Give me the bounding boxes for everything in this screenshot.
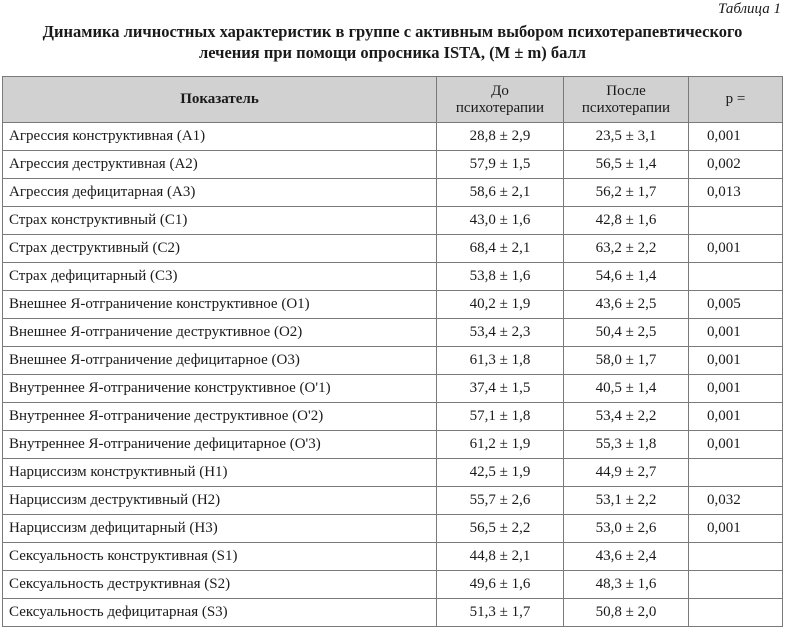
p-value-cell	[689, 571, 783, 599]
indicator-cell: Внешнее Я-отграничение дефицитарное (О3)	[3, 347, 437, 375]
results-table	[2, 76, 783, 627]
p-value-cell	[689, 543, 783, 571]
table-row	[3, 291, 783, 319]
after-value-cell: 48,3 ± 1,6	[564, 571, 689, 599]
after-value-cell: 42,8 ± 1,6	[564, 207, 689, 235]
table-row	[3, 543, 783, 571]
table-row	[3, 431, 783, 459]
table-row	[3, 123, 783, 151]
table-row	[3, 319, 783, 347]
p-value-cell: 0,001	[689, 235, 783, 263]
p-value-cell	[689, 263, 783, 291]
indicator-cell: Внешнее Я-отграничение конструктивное (О1)	[3, 291, 437, 319]
header-before-line-2: психотерапии	[455, 99, 545, 116]
before-value-cell: 57,9 ± 1,5	[437, 151, 564, 179]
table-row	[3, 403, 783, 431]
indicator-cell: Страх конструктивный (С1)	[3, 207, 437, 235]
p-value-cell: 0,002	[689, 151, 783, 179]
indicator-cell: Страх деструктивный (С2)	[3, 235, 437, 263]
before-value-cell: 57,1 ± 1,8	[437, 403, 564, 431]
after-value-cell: 43,6 ± 2,4	[564, 543, 689, 571]
before-value-cell: 43,0 ± 1,6	[437, 207, 564, 235]
header-after	[564, 77, 689, 123]
indicator-cell: Нарциссизм конструктивный (Н1)	[3, 459, 437, 487]
after-value-cell: 40,5 ± 1,4	[564, 375, 689, 403]
after-value-cell: 63,2 ± 2,2	[564, 235, 689, 263]
after-value-cell: 53,4 ± 2,2	[564, 403, 689, 431]
before-value-cell: 61,3 ± 1,8	[437, 347, 564, 375]
after-value-cell: 50,4 ± 2,5	[564, 319, 689, 347]
after-value-cell: 54,6 ± 1,4	[564, 263, 689, 291]
caption-line-1: Динамика личностных характеристик в группе с активным выбором психотерапевтического	[42, 22, 743, 41]
p-value-cell	[689, 459, 783, 487]
before-value-cell: 56,5 ± 2,2	[437, 515, 564, 543]
p-value-cell: 0,001	[689, 347, 783, 375]
header-row	[3, 77, 783, 123]
p-value-cell: 0,001	[689, 123, 783, 151]
p-value-cell: 0,001	[689, 319, 783, 347]
indicator-cell: Нарциссизм деструктивный (Н2)	[3, 487, 437, 515]
table-row	[3, 571, 783, 599]
indicator-cell: Сексуальность деструктивная (S2)	[3, 571, 437, 599]
table-row	[3, 515, 783, 543]
indicator-cell: Сексуальность дефицитарная (S3)	[3, 599, 437, 627]
table-row	[3, 263, 783, 291]
p-value-cell: 0,001	[689, 515, 783, 543]
after-value-cell: 55,3 ± 1,8	[564, 431, 689, 459]
header-after-line-1: После	[606, 82, 646, 99]
indicator-cell: Внутреннее Я-отграничение дефицитарное (О'3)	[3, 431, 437, 459]
p-value-cell	[689, 599, 783, 627]
table-row	[3, 207, 783, 235]
header-indicator: Показатель	[3, 77, 437, 123]
before-value-cell: 37,4 ± 1,5	[437, 375, 564, 403]
before-value-cell: 61,2 ± 1,9	[437, 431, 564, 459]
after-value-cell: 53,0 ± 2,6	[564, 515, 689, 543]
after-value-cell: 56,2 ± 1,7	[564, 179, 689, 207]
before-value-cell: 55,7 ± 2,6	[437, 487, 564, 515]
table-row	[3, 347, 783, 375]
before-value-cell: 53,8 ± 1,6	[437, 263, 564, 291]
indicator-cell: Агрессия конструктивная (А1)	[3, 123, 437, 151]
indicator-cell: Нарциссизм дефицитарный (Н3)	[3, 515, 437, 543]
before-value-cell: 49,6 ± 1,6	[437, 571, 564, 599]
p-value-cell: 0,013	[689, 179, 783, 207]
table-row	[3, 179, 783, 207]
p-value-cell: 0,005	[689, 291, 783, 319]
indicator-cell: Сексуальность конструктивная (S1)	[3, 543, 437, 571]
p-value-cell: 0,001	[689, 375, 783, 403]
indicator-cell: Внешнее Я-отграничение деструктивное (О2)	[3, 319, 437, 347]
table-caption	[0, 21, 785, 63]
caption-line-2: лечения при помощи опросника ISTA, (M ± m) балл	[198, 43, 587, 62]
table-body	[3, 123, 783, 627]
header-after-line-2: психотерапии	[581, 99, 671, 116]
before-value-cell: 28,8 ± 2,9	[437, 123, 564, 151]
header-before-line-1: До	[491, 82, 509, 99]
indicator-cell: Страх дефицитарный (С3)	[3, 263, 437, 291]
table-number-label: Таблица 1	[718, 1, 781, 17]
before-value-cell: 44,8 ± 2,1	[437, 543, 564, 571]
before-value-cell: 51,3 ± 1,7	[437, 599, 564, 627]
before-value-cell: 40,2 ± 1,9	[437, 291, 564, 319]
after-value-cell: 44,9 ± 2,7	[564, 459, 689, 487]
indicator-cell: Агрессия деструктивная (А2)	[3, 151, 437, 179]
after-value-cell: 50,8 ± 2,0	[564, 599, 689, 627]
indicator-cell: Агрессия дефицитарная (А3)	[3, 179, 437, 207]
table-row	[3, 487, 783, 515]
before-value-cell: 53,4 ± 2,3	[437, 319, 564, 347]
header-p-value: p =	[689, 77, 783, 123]
after-value-cell: 23,5 ± 3,1	[564, 123, 689, 151]
table-row	[3, 151, 783, 179]
table-row	[3, 235, 783, 263]
header-before	[437, 77, 564, 123]
before-value-cell: 58,6 ± 2,1	[437, 179, 564, 207]
table-row	[3, 599, 783, 627]
after-value-cell: 56,5 ± 1,4	[564, 151, 689, 179]
table-row	[3, 459, 783, 487]
before-value-cell: 42,5 ± 1,9	[437, 459, 564, 487]
after-value-cell: 53,1 ± 2,2	[564, 487, 689, 515]
table-row	[3, 375, 783, 403]
p-value-cell: 0,001	[689, 431, 783, 459]
after-value-cell: 43,6 ± 2,5	[564, 291, 689, 319]
indicator-cell: Внутреннее Я-отграничение конструктивное (О'1)	[3, 375, 437, 403]
p-value-cell: 0,032	[689, 487, 783, 515]
p-value-cell: 0,001	[689, 403, 783, 431]
indicator-cell: Внутреннее Я-отграничение деструктивное (О'2)	[3, 403, 437, 431]
before-value-cell: 68,4 ± 2,1	[437, 235, 564, 263]
after-value-cell: 58,0 ± 1,7	[564, 347, 689, 375]
p-value-cell	[689, 207, 783, 235]
